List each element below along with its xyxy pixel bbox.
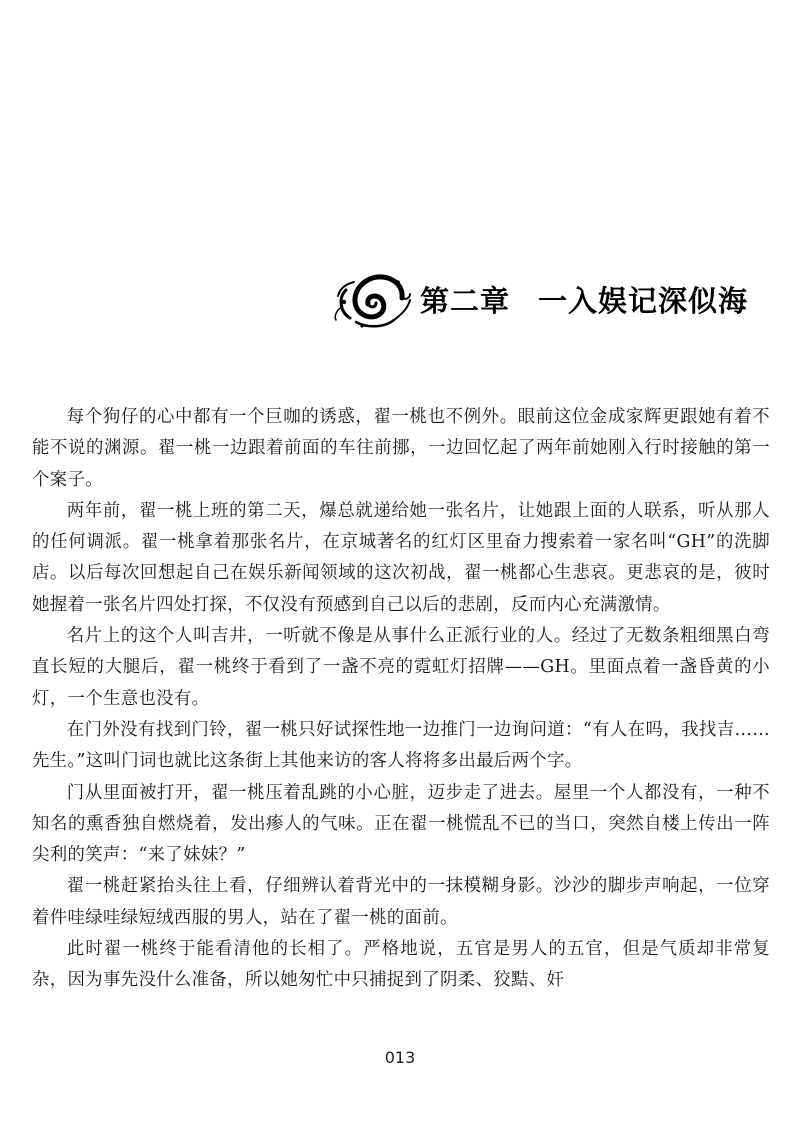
paragraph: 在门外没有找到门铃，翟一桃只好试探性地一边推门一边询问道：“有人在吗，我找吉……先生。”这叫门词也就比这条街上其他来访的客人将将多出最后两个字。: [32, 719, 770, 772]
chapter-number: 第二章: [419, 283, 510, 318]
chapter-header: [332, 268, 748, 330]
paragraph: 此时翟一桃终于能看清他的长相了。严格地说，五官是男人的五官，但是气质却非常复杂，因为事先没什么准备，所以她匆忙中只捕捉到了阴柔、狡黠、奸: [32, 939, 770, 991]
chapter-body: [32, 402, 770, 997]
curl-ornament-icon: [332, 268, 414, 330]
paragraph: 两年前，翟一桃上班的第二天，爆总就递给她一张名片，让她跟上面的人联系，听从那人的任何调派。翟一桃拿着那张名片，在京城著名的红灯区里奋力搜索着一家名叫“GH”的洗脚店。以后每次回想起自己在娱乐新闻领域的这次初战，翟一桃都心生悲哀。更悲哀的是，彼时她握着一张名片四处打探，不仅没有预感到自己以后的悲剧，反而内心充满激情。: [32, 500, 770, 615]
paragraph: 每个狗仔的心中都有一个巨咖的诱惑，翟一桃也不例外。眼前这位金成家辉更跟她有着不能不说的渊源。翟一桃一边跟着前面的车往前挪，一边回忆起了两年前她刚入行时接触的第一个案子。: [32, 407, 770, 490]
paragraph: 门从里面被打开，翟一桃压着乱跳的小心脏，迈步走了进去。屋里一个人都没有，一种不知名的熏香独自燃烧着，发出瘆人的气味。正在翟一桃慌乱不已的当口，突然自楼上传出一阵尖利的笑声：“来了妹妹？”: [32, 782, 770, 866]
paragraph: 名片上的这个人叫吉井，一听就不像是从事什么正派行业的人。经过了无数条粗细黑白弯直长短的大腿后，翟一桃终于看到了一盏不亮的霓虹灯招牌——GH。里面点着一盏昏黄的小灯，一个生意也没有。: [32, 626, 770, 709]
paragraph: 翟一桃赶紧抬头往上看，仔细辨认着背光中的一抹模糊身影。沙沙的脚步声响起，一位穿着件哇绿哇绿短绒西服的男人，站在了翟一桃的面前。: [32, 876, 770, 928]
page-number: 013: [384, 1048, 416, 1067]
chapter-title: [420, 279, 748, 320]
chapter-name: 一入娱记深似海: [537, 283, 748, 318]
